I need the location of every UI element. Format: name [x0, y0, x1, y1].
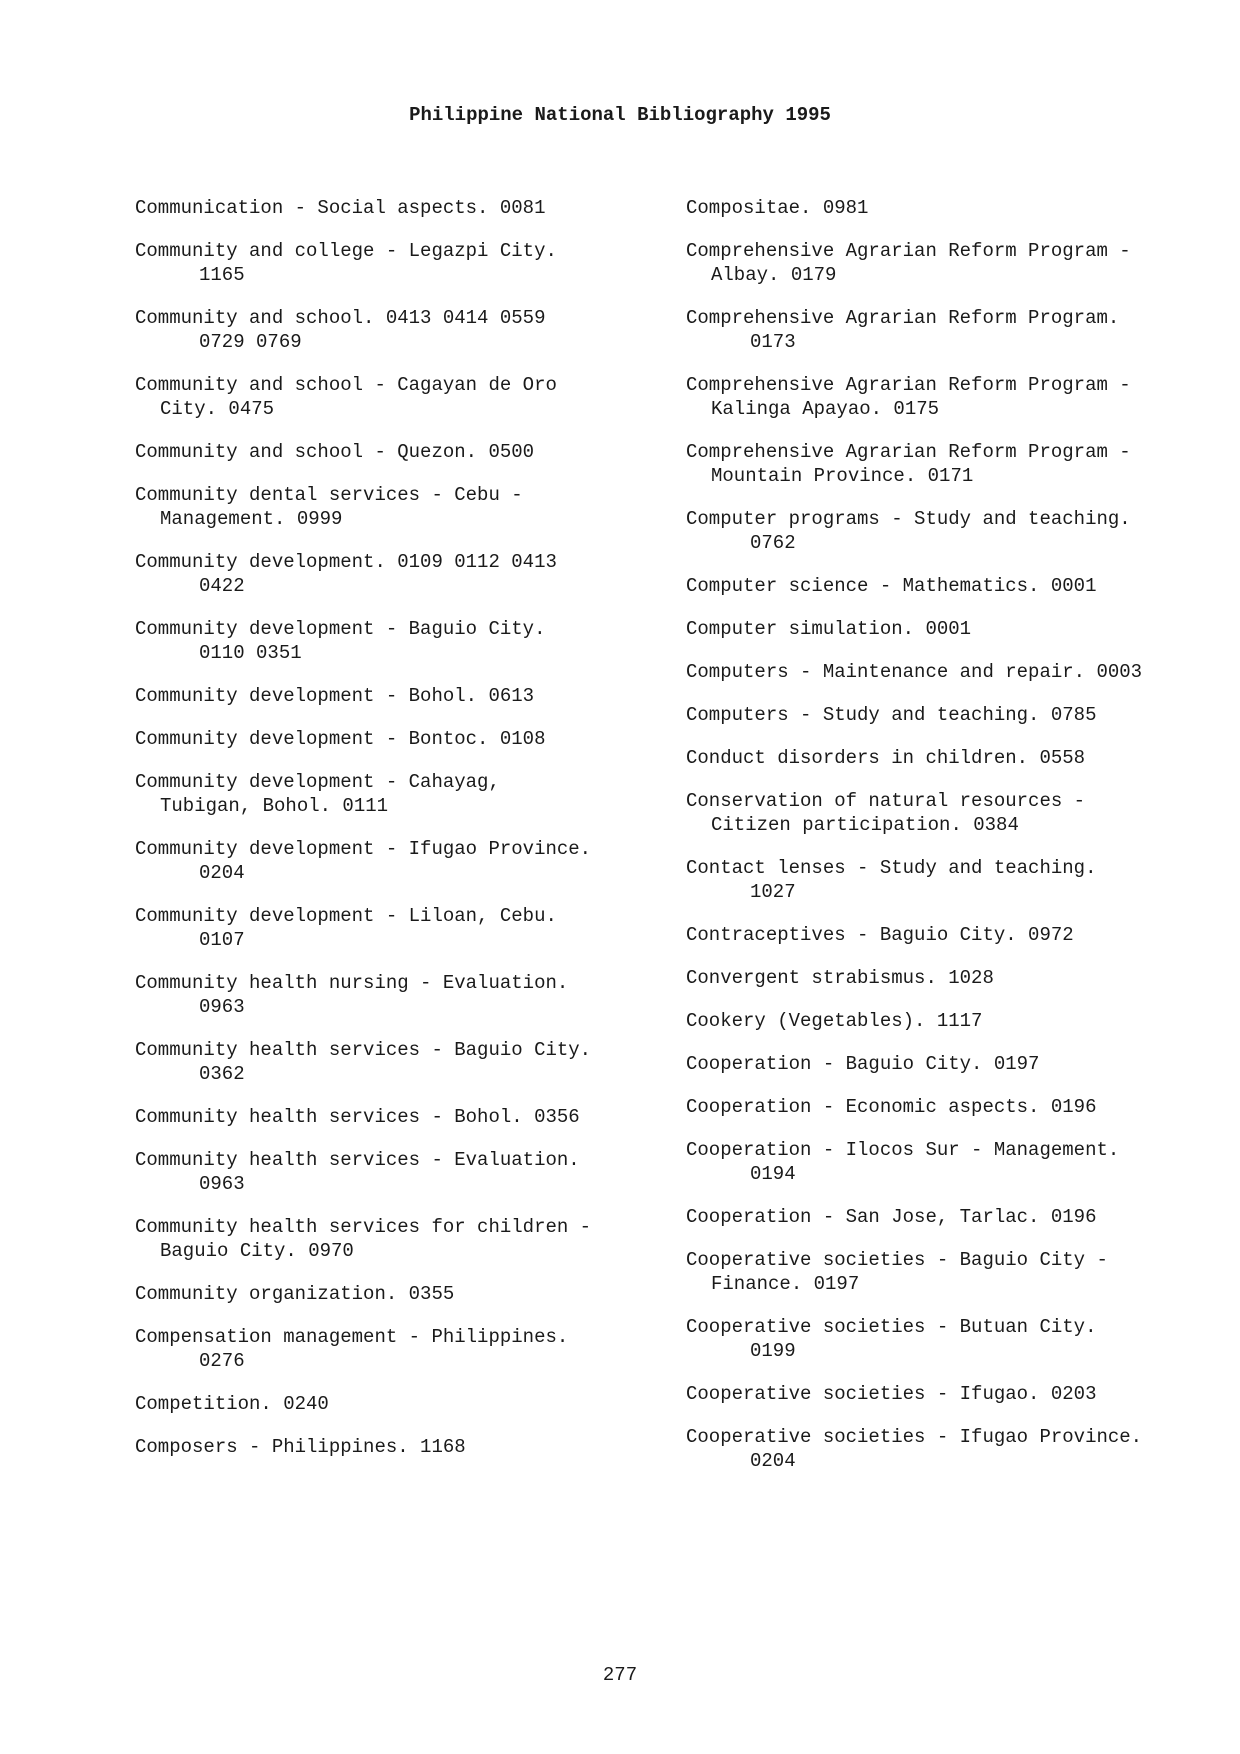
index-entry-continuation: 0963 [199, 996, 245, 1018]
index-entry [686, 1095, 1226, 1119]
page-title: Philippine National Bibliography 1995 [409, 104, 831, 126]
index-entry-continuation: 0729 0769 [199, 331, 302, 353]
index-entry-heading: Composers - Philippines. 1168 [135, 1436, 466, 1458]
index-entry-heading: Community and school. 0413 0414 0559 [135, 307, 546, 329]
index-entry-continuation: 1165 [199, 264, 245, 286]
index-column-left [135, 196, 655, 1478]
index-entry-heading: Community development. 0109 0112 0413 [135, 551, 557, 573]
index-entry-continuation: City. 0475 [160, 398, 275, 420]
index-entry-continuation: Finance. 0197 [711, 1273, 860, 1295]
index-entry-continuation: 0110 0351 [199, 642, 302, 664]
index-entry-heading: Conduct disorders in children. 0558 [686, 747, 1086, 769]
index-entry-continuation: 0362 [199, 1063, 245, 1085]
index-entry-heading: Computer science - Mathematics. 0001 [686, 575, 1097, 597]
index-entry-heading: Computer simulation. 0001 [686, 618, 972, 640]
index-entry-continuation: Kalinga Apayao. 0175 [711, 398, 940, 420]
index-entry [135, 1215, 655, 1263]
index-entry-heading: Comprehensive Agrarian Reform Program - [686, 374, 1131, 396]
index-entry-continuation: Albay. 0179 [711, 264, 837, 286]
index-entry [686, 1009, 1226, 1033]
index-entry-continuation: 0762 [750, 532, 796, 554]
index-entry [686, 789, 1226, 837]
index-entry [135, 373, 655, 421]
index-entry-continuation: 0199 [750, 1340, 796, 1362]
index-entry [135, 1392, 655, 1416]
index-entry [135, 727, 655, 751]
index-entry [135, 684, 655, 708]
index-entry-heading: Community development - Bontoc. 0108 [135, 728, 546, 750]
index-entry-continuation: 0422 [199, 575, 245, 597]
index-entry-continuation: 0204 [199, 862, 245, 884]
index-entry-heading: Community health services for children - [135, 1216, 592, 1238]
index-entry [686, 1052, 1226, 1076]
index-entry-heading: Community health services - Bohol. 0356 [135, 1106, 580, 1128]
index-entry [135, 440, 655, 464]
index-entry-heading: Communication - Social aspects. 0081 [135, 197, 546, 219]
index-entry [686, 196, 1226, 220]
index-entry-heading: Cooperative societies - Baguio City - [686, 1249, 1108, 1271]
index-entry-continuation: 0204 [750, 1450, 796, 1472]
index-entry-heading: Cooperation - Ilocos Sur - Management. [686, 1139, 1120, 1161]
index-entry-continuation: 0194 [750, 1163, 796, 1185]
index-entry [135, 837, 655, 885]
index-entry [686, 746, 1226, 770]
index-entry [686, 373, 1226, 421]
index-entry-heading: Compensation management - Philippines. [135, 1326, 569, 1348]
index-entry [135, 1282, 655, 1306]
index-entry-heading: Conservation of natural resources - [686, 790, 1086, 812]
index-entry-heading: Cooperative societies - Ifugao. 0203 [686, 1383, 1097, 1405]
index-entry-heading: Community organization. 0355 [135, 1283, 455, 1305]
index-entry-heading: Computer programs - Study and teaching. [686, 508, 1131, 530]
index-entry [686, 1248, 1226, 1296]
index-entry [135, 306, 655, 354]
index-entry-heading: Community development - Baguio City. [135, 618, 546, 640]
index-entry [686, 239, 1226, 287]
index-entry [135, 483, 655, 531]
index-entry [686, 617, 1226, 641]
index-entry [686, 966, 1226, 990]
index-entry-heading: Community development - Liloan, Cebu. [135, 905, 557, 927]
index-entry-heading: Cooperation - Economic aspects. 0196 [686, 1096, 1097, 1118]
index-entry [686, 1205, 1226, 1229]
index-entry [135, 1105, 655, 1129]
index-entry [135, 617, 655, 665]
index-entry [135, 196, 655, 220]
index-entry [686, 1425, 1226, 1473]
index-entry-heading: Cooperative societies - Butuan City. [686, 1316, 1097, 1338]
index-entry-heading: Cooperation - Baguio City. 0197 [686, 1053, 1040, 1075]
index-entry [135, 1435, 655, 1459]
index-entry-heading: Competition. 0240 [135, 1393, 329, 1415]
index-entry [686, 574, 1226, 598]
index-entry-heading: Community and school - Cagayan de Oro [135, 374, 557, 396]
index-entry-heading: Convergent strabismus. 1028 [686, 967, 994, 989]
index-entry [135, 550, 655, 598]
index-entry-heading: Community health services - Evaluation. [135, 1149, 580, 1171]
index-entry-heading: Computers - Maintenance and repair. 0003 [686, 661, 1143, 683]
index-entry-continuation: Citizen participation. 0384 [711, 814, 1019, 836]
index-entry [135, 1325, 655, 1373]
index-entry-heading: Community development - Bohol. 0613 [135, 685, 535, 707]
index-entry [135, 239, 655, 287]
index-entry-heading: Community development - Ifugao Province. [135, 838, 592, 860]
page-number: 277 [602, 1664, 638, 1686]
index-entry-heading: Community development - Cahayag, [135, 771, 500, 793]
index-entry-continuation: Tubigan, Bohol. 0111 [160, 795, 389, 817]
index-entry-continuation: 0173 [750, 331, 796, 353]
index-entry [686, 856, 1226, 904]
index-entry-heading: Community and college - Legazpi City. [135, 240, 557, 262]
index-entry-continuation: 0107 [199, 929, 245, 951]
index-entry [686, 507, 1226, 555]
index-entry-heading: Cooperative societies - Ifugao Province. [686, 1426, 1143, 1448]
index-entry-heading: Cookery (Vegetables). 1117 [686, 1010, 983, 1032]
index-entry-continuation: 1027 [750, 881, 796, 903]
index-entry [135, 1038, 655, 1086]
index-entry [135, 904, 655, 952]
index-entry-heading: Cooperation - San Jose, Tarlac. 0196 [686, 1206, 1097, 1228]
index-entry-heading: Compositae. 0981 [686, 197, 869, 219]
index-entry-continuation: 0963 [199, 1173, 245, 1195]
index-entry [686, 306, 1226, 354]
index-entry-heading: Contact lenses - Study and teaching. [686, 857, 1097, 879]
index-entry-heading: Community dental services - Cebu - [135, 484, 523, 506]
index-entry-heading: Community and school - Quezon. 0500 [135, 441, 535, 463]
index-entry [686, 1315, 1226, 1363]
index-entry-continuation: Mountain Province. 0171 [711, 465, 974, 487]
index-entry [135, 971, 655, 1019]
index-entry [686, 1382, 1226, 1406]
index-entry [135, 1148, 655, 1196]
index-entry-continuation: Baguio City. 0970 [160, 1240, 354, 1262]
index-entry-heading: Comprehensive Agrarian Reform Program - [686, 240, 1131, 262]
index-entry-heading: Comprehensive Agrarian Reform Program. [686, 307, 1120, 329]
index-entry-heading: Contraceptives - Baguio City. 0972 [686, 924, 1074, 946]
index-entry [686, 923, 1226, 947]
index-entry-heading: Computers - Study and teaching. 0785 [686, 704, 1097, 726]
index-entry [686, 1138, 1226, 1186]
index-entry [135, 770, 655, 818]
index-column-right [686, 196, 1226, 1492]
index-entry-heading: Community health services - Baguio City. [135, 1039, 592, 1061]
index-entry [686, 703, 1226, 727]
index-entry-heading: Community health nursing - Evaluation. [135, 972, 569, 994]
index-entry-heading: Comprehensive Agrarian Reform Program - [686, 441, 1131, 463]
index-entry-continuation: Management. 0999 [160, 508, 343, 530]
index-entry-continuation: 0276 [199, 1350, 245, 1372]
index-entry [686, 440, 1226, 488]
index-entry [686, 660, 1226, 684]
